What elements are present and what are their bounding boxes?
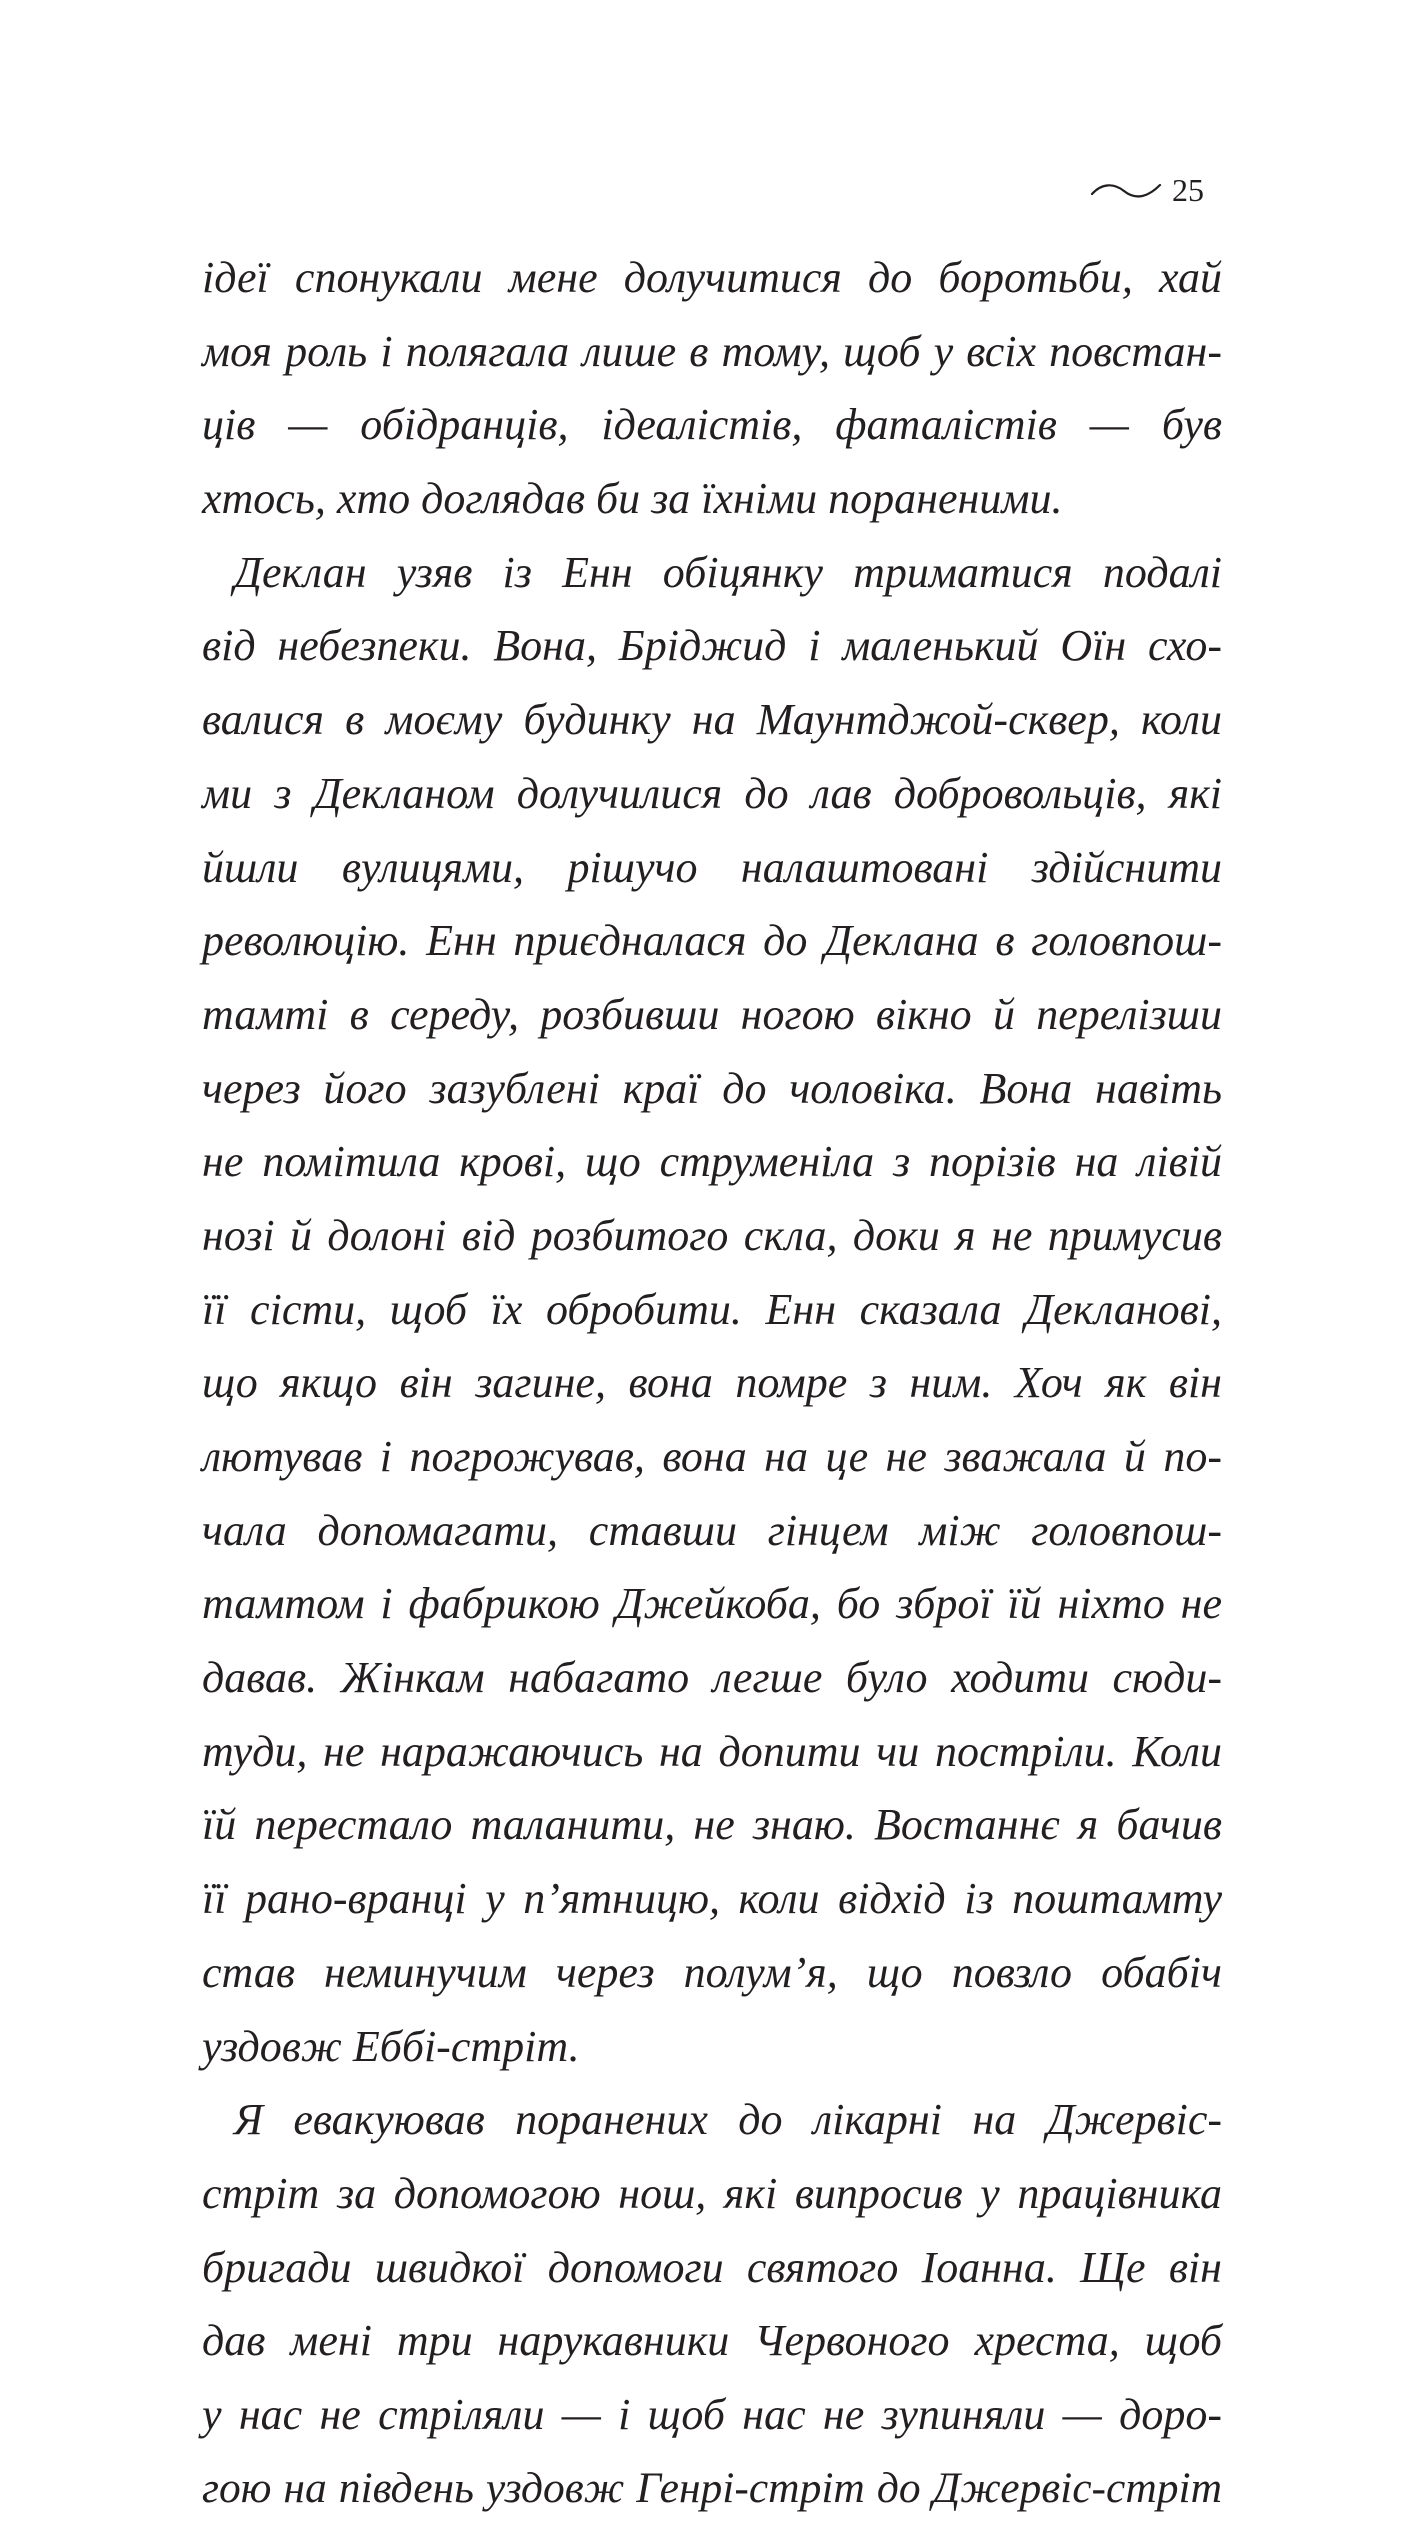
text-line: став неминучим через полум’я, що повзло обабіч <box>202 1947 1222 1997</box>
text-line: стріт за допомогою нош, які випросив у працівника <box>202 2168 1222 2218</box>
body-text <box>202 241 1222 2525</box>
text-line: тамтом і фабрикою Джейкоба, бо зброї їй ніхто не <box>202 1579 1222 1629</box>
text-line: уздовж Еббі-стріт. <box>202 2021 580 2071</box>
text-line: ми з Декланом долучилися до лав добровольців, які <box>202 768 1222 818</box>
text-line: нозі й долоні від розбитого скла, доки я не примусив <box>202 1210 1222 1260</box>
text-line: ідеї спонукали мене долучитися до боротьби, хай <box>202 253 1222 302</box>
text-line: моя роль і полягала лише в тому, щоб у всіх повстан- <box>202 326 1222 376</box>
text-line: давав. Жінкам набагато легше було ходити сюди- <box>202 1653 1222 1703</box>
text-line: дав мені три нарукавники Червоного хреста, щоб <box>202 2316 1222 2366</box>
text-line: що якщо він загине, вона помре з ним. Хоч як він <box>202 1358 1222 1408</box>
text-line: хтось, хто доглядав би за їхніми пораненими. <box>202 474 1063 524</box>
text-line: йшли вулицями, рішучо налаштовані здійснити <box>202 842 1222 892</box>
text-line: революцію. Енн приєдналася до Деклана в головпош- <box>202 916 1222 966</box>
text-line: їй перестало таланити, не знаю. Востаннє я бачив <box>202 1800 1222 1850</box>
text-line: Я евакуював поранених до лікарні на Джервіс- <box>234 2095 1222 2145</box>
text-line: у нас не стріляли — і щоб нас не зупиняли — доро- <box>202 2389 1222 2439</box>
text-line: тамті в середу, розбивши ногою вікно й перелізши <box>202 989 1222 1039</box>
text-line: її сісти, щоб їх обробити. Енн сказала Декланові, <box>202 1284 1222 1334</box>
page-number: 25 <box>1172 172 1204 208</box>
text-line: через його зазублені краї до чоловіка. Вона навіть <box>202 1063 1222 1113</box>
text-line: від небезпеки. Вона, Бріджид і маленький Оїн схо- <box>202 621 1222 671</box>
text-line: не помітила крові, що струменіла з порізів на лівій <box>202 1137 1222 1187</box>
text-line: ців — обідранців, ідеалістів, фаталістів — був <box>202 400 1222 450</box>
text-line: чала допомагати, ставши гінцем між головпош- <box>202 1505 1222 1555</box>
text-line: гою на південь уздовж Генрі-стріт до Джервіс-стріт <box>202 2463 1222 2512</box>
running-head <box>1090 168 1230 212</box>
text-line: валися в моєму будинку на Маунтджой-сквер, коли <box>202 695 1222 745</box>
text-line: Деклан узяв із Енн обіцянку триматися подалі <box>234 547 1222 597</box>
text-line: лютував і погрожував, вона на це не зважала й по- <box>202 1432 1222 1481</box>
swash-ornament-icon <box>1090 179 1162 201</box>
text-line: її рано-вранці у п’ятницю, коли відхід із поштамту <box>202 1874 1222 1924</box>
text-line: бригади швидкої допомоги святого Іоанна. Ще він <box>202 2242 1222 2292</box>
text-line: туди, не наражаючись на допити чи постріли. Коли <box>202 1726 1222 1776</box>
